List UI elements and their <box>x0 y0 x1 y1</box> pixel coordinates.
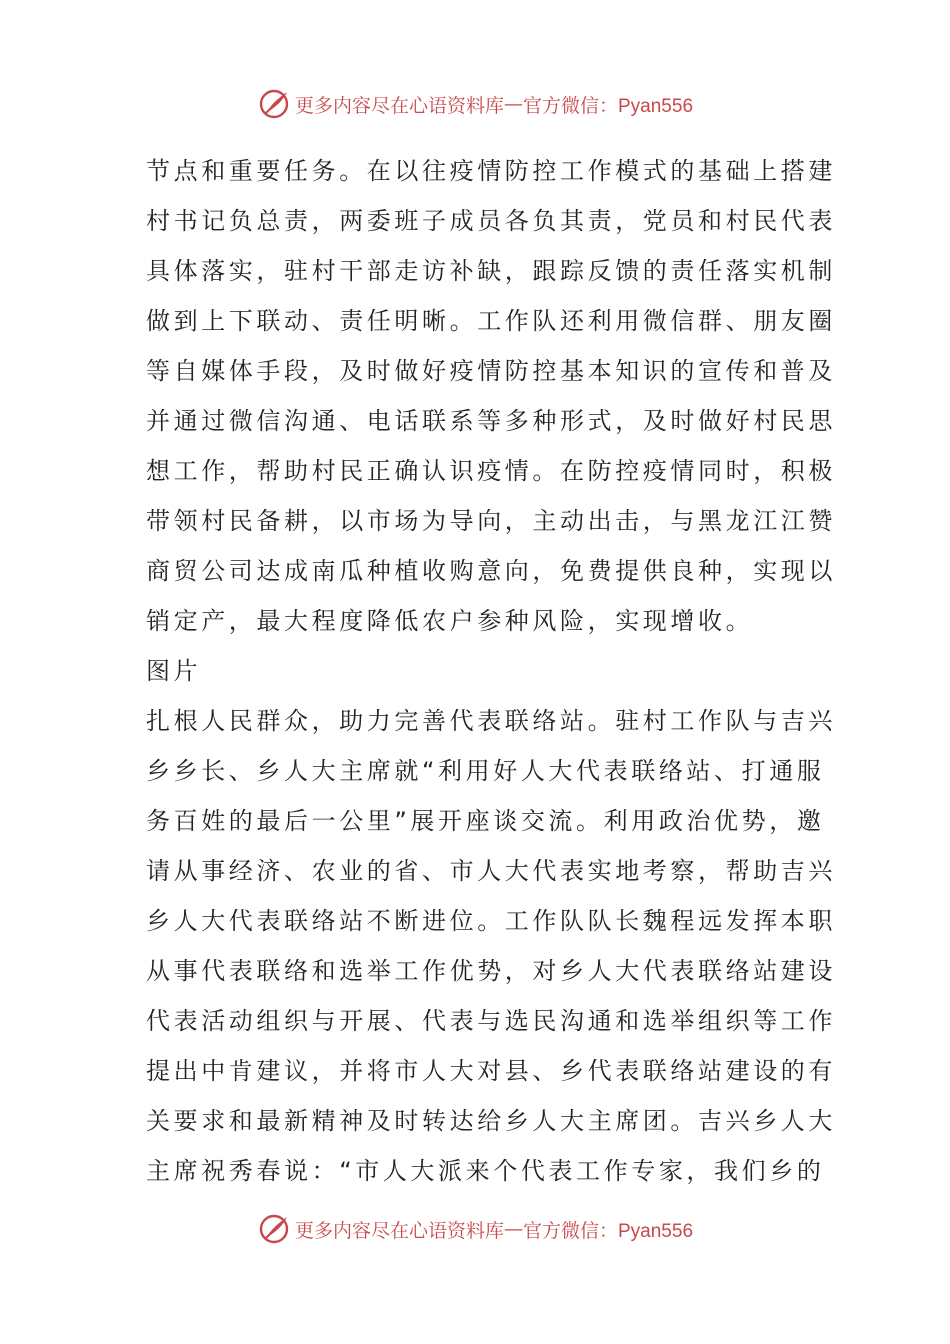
text-line: 代表活动组织与开展、代表与选民沟通和选举组织等工作 <box>146 1007 836 1035</box>
text-line: 关要求和最新精神及时转达给乡人大主席团。吉兴乡人大 <box>146 1107 836 1135</box>
body-text <box>146 146 836 1196</box>
text-line: 节点和重要任务。在以往疫情防控工作模式的基础上搭建 <box>146 157 836 185</box>
quill-logo-icon <box>257 1212 291 1246</box>
watermark-main-text: 更多内容尽在心语资料库 <box>294 1219 504 1242</box>
text-line: 主席祝秀春说：“市人大派来个代表工作专家，我们乡的 <box>146 1157 825 1185</box>
watermark-contact: 官方微信：Pyan556 <box>523 95 694 117</box>
text-line: 并通过微信沟通、电话联系等多种形式，及时做好村民思 <box>146 407 836 435</box>
text-line: 请从事经济、农业的省、市人大代表实地考察，帮助吉兴 <box>146 857 836 885</box>
image-placeholder-label: 图片 <box>146 657 202 685</box>
text-line: 带领村民备耕，以市场为导向，主动出击，与黑龙江江赞 <box>146 507 836 535</box>
text-line: 乡人大代表联络站不断进位。工作队队长魏程远发挥本职 <box>146 907 836 935</box>
watermark-dash: — <box>504 1218 523 1240</box>
watermark-contact: 官方微信：Pyan556 <box>523 1220 694 1242</box>
quill-logo-icon <box>257 87 291 121</box>
text-line: 商贸公司达成南瓜种植收购意向，免费提供良种，实现以 <box>146 557 836 585</box>
text-line: 务百姓的最后一公里”展开座谈交流。利用政治优势，邀 <box>146 807 825 835</box>
footer-watermark <box>0 1209 950 1249</box>
text-line: 乡乡长、乡人大主席就“利用好人大代表联络站、打通服 <box>146 757 825 785</box>
text-line: 提出中肯建议，并将市人大对县、乡代表联络站建设的有 <box>146 1057 836 1085</box>
header-watermark <box>0 84 950 124</box>
watermark-dash: — <box>504 93 523 115</box>
text-line: 从事代表联络和选举工作优势，对乡人大代表联络站建设 <box>146 957 836 985</box>
text-line: 等自媒体手段，及时做好疫情防控基本知识的宣传和普及 <box>146 357 836 385</box>
text-line: 具体落实，驻村干部走访补缺，跟踪反馈的责任落实机制 <box>146 257 836 285</box>
text-line: 销定产，最大程度降低农户参种风险，实现增收。 <box>146 607 754 635</box>
text-line: 村书记负总责，两委班子成员各负其责，党员和村民代表 <box>146 207 836 235</box>
text-line: 做到上下联动、责任明晰。工作队还利用微信群、朋友圈 <box>146 307 836 335</box>
text-line: 扎根人民群众，助力完善代表联络站。驻村工作队与吉兴 <box>146 707 836 735</box>
watermark-main-text: 更多内容尽在心语资料库 <box>294 94 504 117</box>
text-line: 想工作，帮助村民正确认识疫情。在防控疫情同时，积极 <box>146 457 836 485</box>
